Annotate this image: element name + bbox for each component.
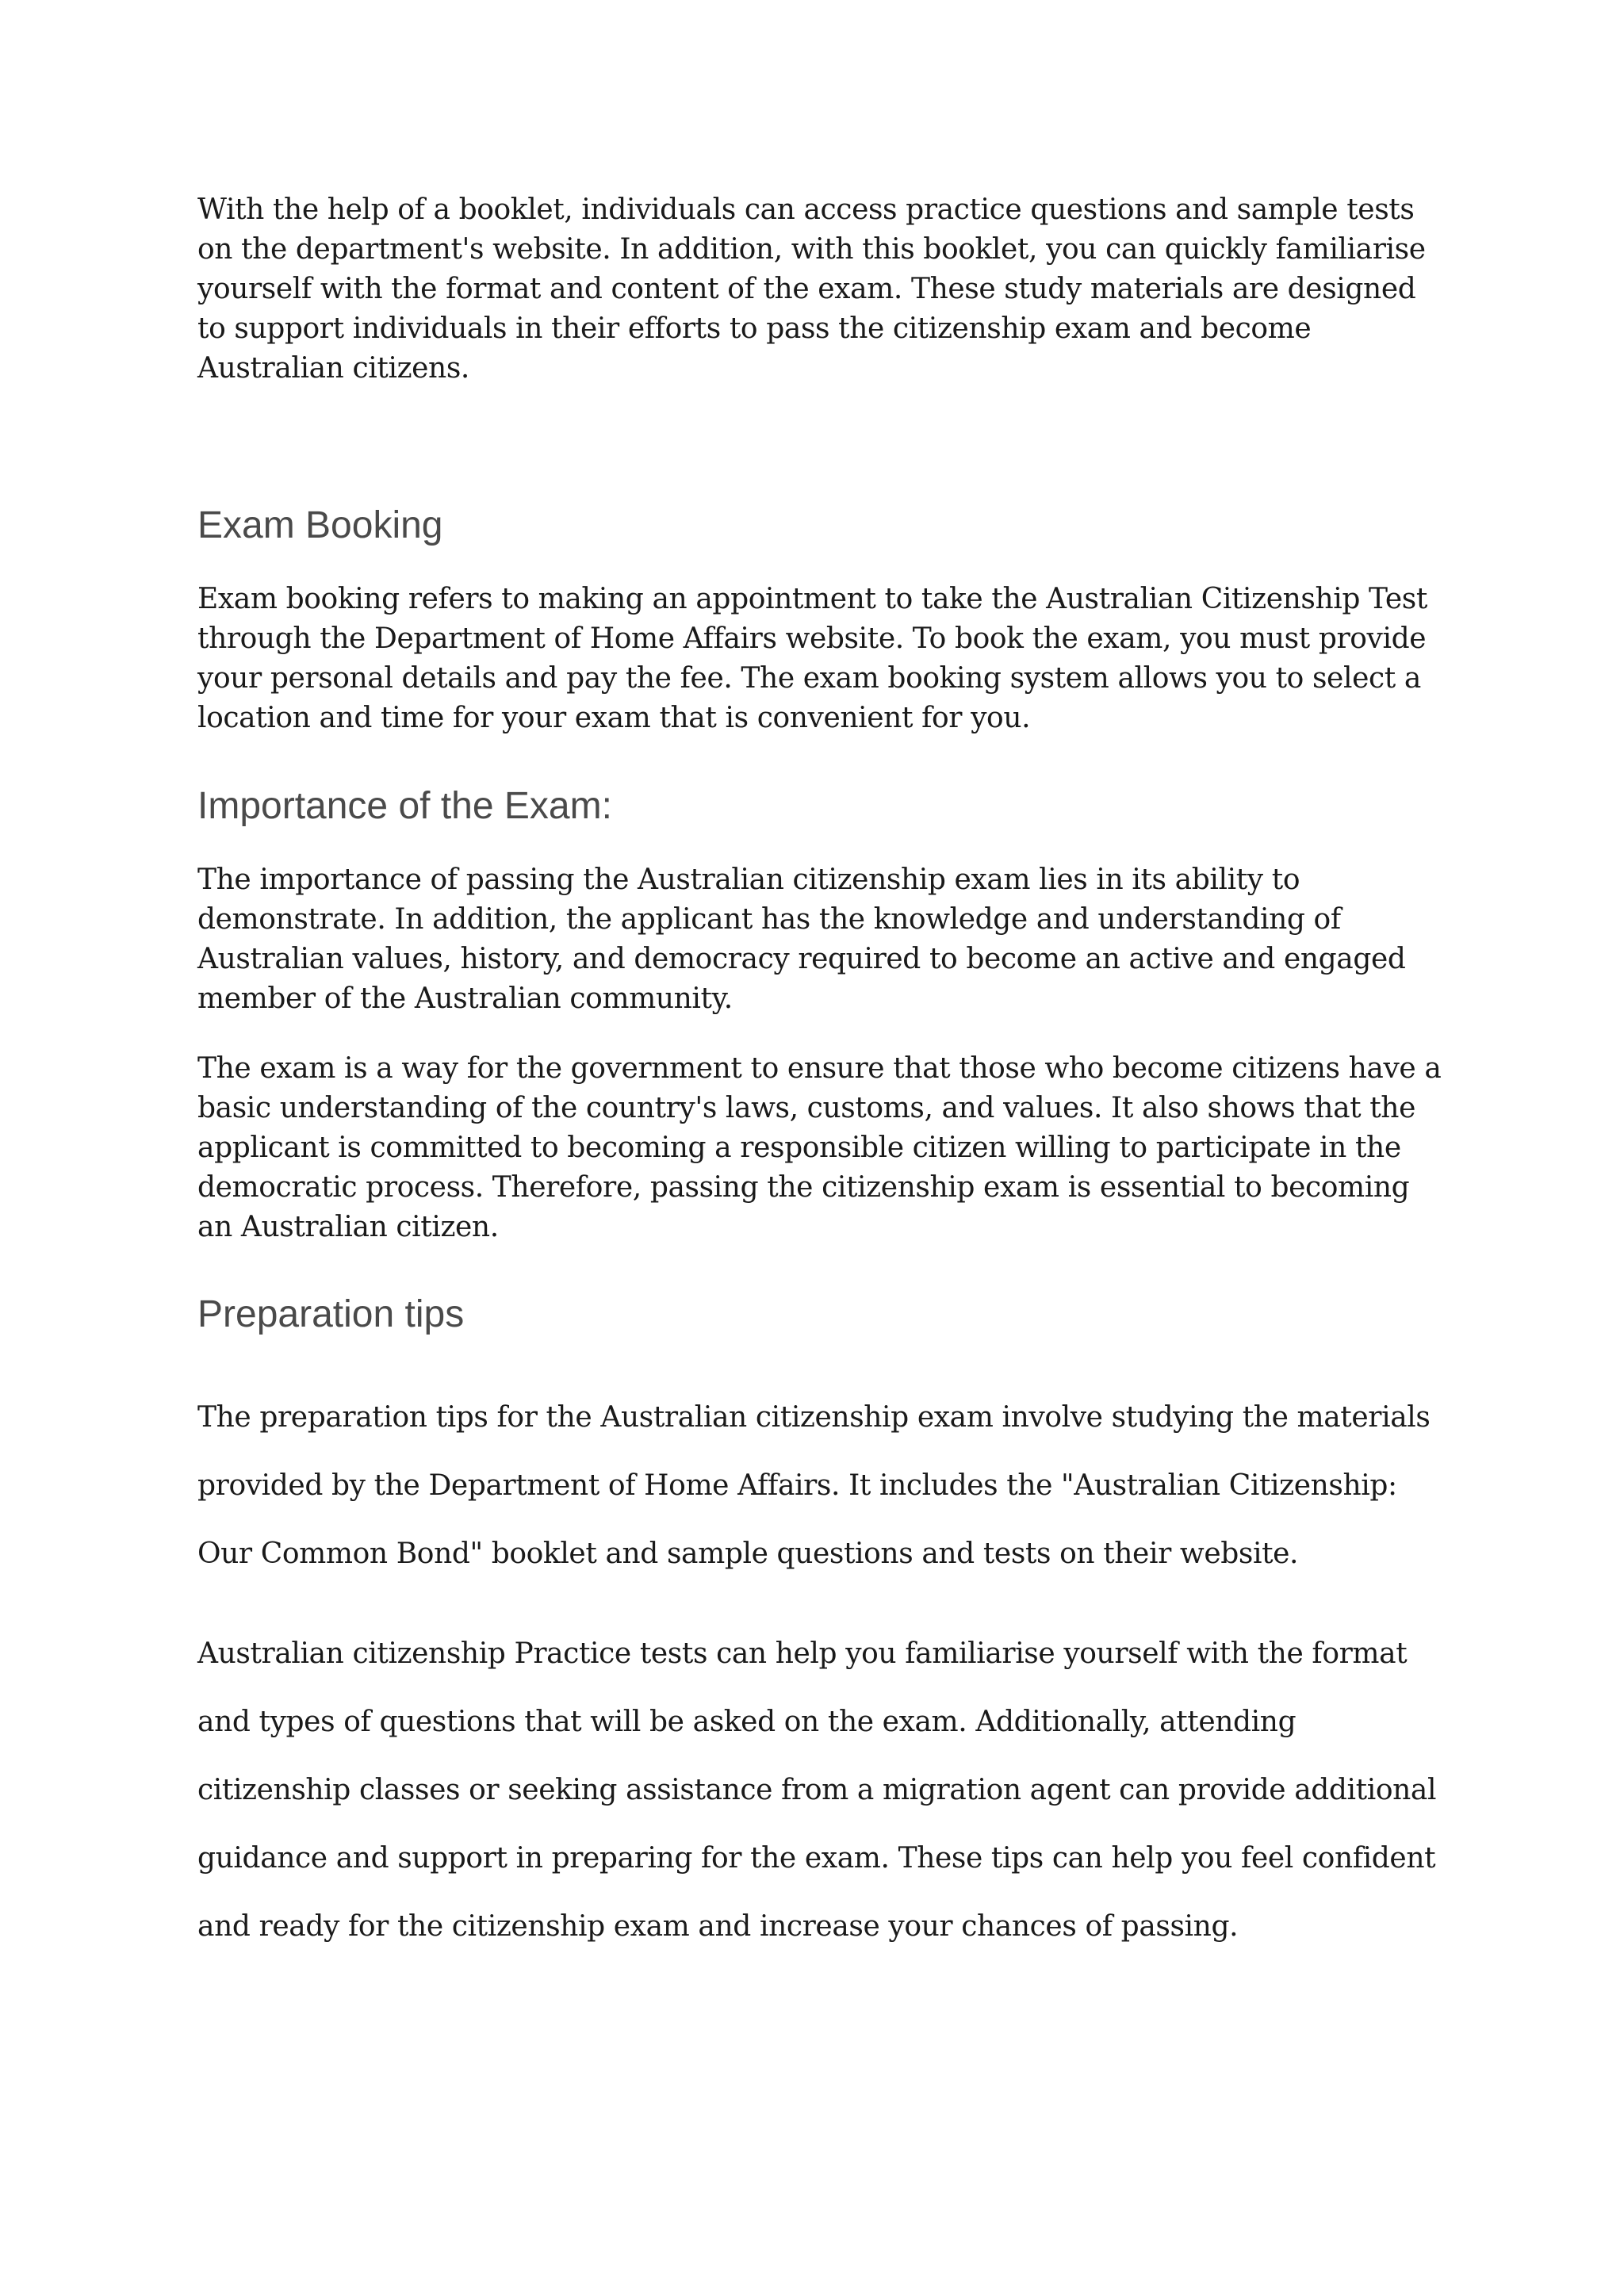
importance-paragraph-2: The exam is a way for the government to ensure that those who become citizens have a basic understanding of the country's laws, customs, and values. It also shows that the applicant is committed to becoming a responsible citizen willing to participate in the democratic process. Therefore, passing the citizenship exam is essential to becoming an Australian citizen. (197, 1052, 1442, 1243)
document-body (197, 190, 1450, 1961)
exam-booking-heading: Exam Booking (197, 504, 443, 546)
importance-paragraph-1: The importance of passing the Australian citizenship exam lies in its ability to demonstrate. In addition, the applicant has the knowledge and understanding of Australian values, history, and democracy required to become an active and engaged member of the Australian community. (197, 864, 1406, 1015)
exam-booking-paragraph: Exam booking refers to making an appointment to take the Australian Citizenship Test through the Department of Home Affairs website. To book the exam, you must provide your personal details and pay the fee. The exam booking system allows you to select a location and time for your exam that is convenient for you. (197, 583, 1427, 734)
preparation-tips-heading: Preparation tips (197, 1293, 465, 1335)
importance-heading: Importance of the Exam: (197, 785, 612, 827)
preparation-paragraph-2: Australian citizenship Practice tests can help you familiarise yourself with the format and types of questions that will be asked on the exam. Additionally, attending citizenship classes or seeking assistance from a migration agent can provide additional guidance and support in preparing for the exam. These tips can help you feel confident and ready for the citizenship exam and increase your chances of passing. (197, 1637, 1437, 1943)
preparation-paragraph-1: The preparation tips for the Australian citizenship exam involve studying the materials provided by the Department of Home Affairs. It includes the "Australian Citizenship: Our Common Bond" booklet and sample questions and tests on their website. (197, 1401, 1431, 1570)
intro-paragraph: With the help of a booklet, individuals can access practice questions and sample tests on the department's website. In addition, with this booklet, you can quickly familiarise yourself with the format and content of the exam. These study materials are designed to support individuals in their efforts to pass the citizenship exam and become Australian citizens. (197, 193, 1426, 385)
